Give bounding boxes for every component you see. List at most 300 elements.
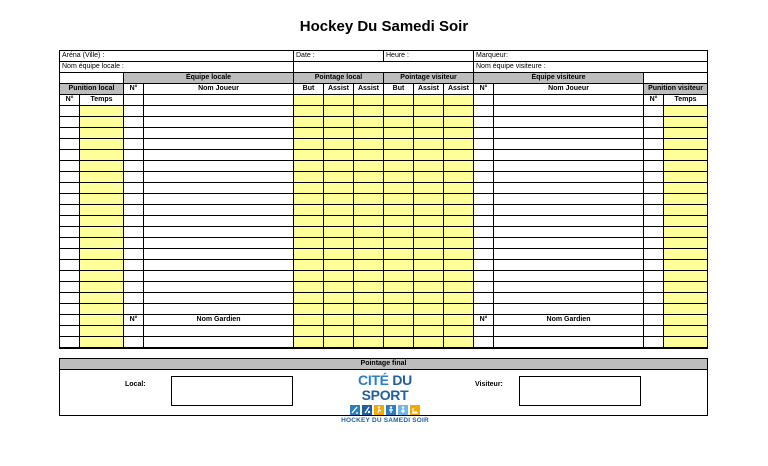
sheet-cell[interactable] bbox=[414, 172, 444, 182]
sheet-cell[interactable] bbox=[474, 238, 494, 248]
sheet-cell[interactable] bbox=[354, 216, 384, 226]
sheet-cell[interactable] bbox=[644, 150, 664, 160]
sheet-cell[interactable] bbox=[474, 293, 494, 303]
sheet-cell[interactable] bbox=[354, 337, 384, 347]
sheet-cell[interactable] bbox=[144, 271, 294, 281]
sheet-cell[interactable] bbox=[294, 249, 324, 259]
sheet-cell[interactable] bbox=[644, 194, 664, 204]
sheet-cell[interactable] bbox=[60, 139, 80, 149]
sheet-cell[interactable] bbox=[324, 205, 354, 215]
sheet-cell[interactable] bbox=[294, 117, 324, 127]
score-cell[interactable] bbox=[444, 95, 474, 105]
sheet-cell[interactable] bbox=[80, 183, 124, 193]
sheet-cell[interactable] bbox=[384, 260, 414, 270]
sheet-cell[interactable] bbox=[444, 337, 474, 347]
sheet-cell[interactable] bbox=[414, 205, 444, 215]
sheet-cell[interactable] bbox=[294, 161, 324, 171]
sheet-cell[interactable] bbox=[384, 304, 414, 314]
sheet-cell[interactable] bbox=[494, 172, 644, 182]
sheet-cell[interactable] bbox=[80, 128, 124, 138]
sheet-cell[interactable] bbox=[414, 293, 444, 303]
sheet-cell[interactable] bbox=[354, 249, 384, 259]
sheet-cell[interactable] bbox=[474, 106, 494, 116]
sheet-cell[interactable] bbox=[474, 282, 494, 292]
sheet-cell[interactable] bbox=[294, 326, 324, 336]
sheet-cell[interactable] bbox=[60, 216, 80, 226]
sheet-cell[interactable] bbox=[414, 315, 444, 325]
sheet-cell[interactable] bbox=[414, 249, 444, 259]
sheet-cell[interactable] bbox=[60, 260, 80, 270]
sheet-cell[interactable] bbox=[354, 293, 384, 303]
sheet-cell[interactable] bbox=[354, 315, 384, 325]
sheet-cell[interactable] bbox=[414, 161, 444, 171]
sheet-cell[interactable] bbox=[354, 326, 384, 336]
sheet-cell[interactable] bbox=[414, 304, 444, 314]
sheet-cell[interactable] bbox=[474, 128, 494, 138]
sheet-cell[interactable] bbox=[474, 117, 494, 127]
sheet-cell[interactable] bbox=[354, 271, 384, 281]
sheet-cell[interactable] bbox=[324, 172, 354, 182]
sheet-cell[interactable] bbox=[294, 150, 324, 160]
sheet-cell[interactable] bbox=[644, 249, 664, 259]
sheet-cell[interactable] bbox=[664, 161, 707, 171]
sheet-cell[interactable] bbox=[664, 304, 707, 314]
sheet-cell[interactable] bbox=[80, 282, 124, 292]
visitor-num-cell[interactable] bbox=[474, 95, 494, 105]
sheet-cell[interactable] bbox=[124, 293, 144, 303]
sheet-cell[interactable] bbox=[294, 139, 324, 149]
sheet-cell[interactable] bbox=[384, 194, 414, 204]
sheet-cell[interactable] bbox=[144, 194, 294, 204]
sheet-cell[interactable] bbox=[384, 293, 414, 303]
sheet-cell[interactable] bbox=[60, 194, 80, 204]
sheet-cell[interactable] bbox=[124, 194, 144, 204]
sheet-cell[interactable] bbox=[324, 304, 354, 314]
sheet-cell[interactable] bbox=[324, 260, 354, 270]
time-field[interactable]: Heure : bbox=[384, 51, 474, 61]
sheet-cell[interactable] bbox=[494, 293, 644, 303]
sheet-cell[interactable] bbox=[414, 150, 444, 160]
sheet-cell[interactable] bbox=[144, 128, 294, 138]
sheet-cell[interactable] bbox=[644, 139, 664, 149]
sheet-cell[interactable] bbox=[60, 161, 80, 171]
sheet-cell[interactable] bbox=[124, 183, 144, 193]
sheet-cell[interactable] bbox=[474, 249, 494, 259]
sheet-cell[interactable] bbox=[664, 106, 707, 116]
sheet-cell[interactable] bbox=[324, 249, 354, 259]
sheet-cell[interactable] bbox=[324, 150, 354, 160]
sheet-cell[interactable] bbox=[80, 172, 124, 182]
sheet-cell[interactable] bbox=[324, 227, 354, 237]
sheet-cell[interactable] bbox=[354, 106, 384, 116]
scorer-field[interactable]: Marqueur: bbox=[476, 52, 508, 59]
sheet-cell[interactable] bbox=[444, 260, 474, 270]
sheet-cell[interactable] bbox=[294, 293, 324, 303]
sheet-cell[interactable] bbox=[474, 326, 494, 336]
home-name-cell[interactable] bbox=[144, 95, 294, 105]
sheet-cell[interactable] bbox=[60, 205, 80, 215]
sheet-cell[interactable] bbox=[144, 249, 294, 259]
sheet-cell[interactable] bbox=[644, 282, 664, 292]
sheet-cell[interactable] bbox=[664, 293, 707, 303]
sheet-cell[interactable] bbox=[384, 326, 414, 336]
sheet-cell[interactable] bbox=[644, 315, 664, 325]
sheet-cell[interactable] bbox=[494, 106, 644, 116]
sheet-cell[interactable] bbox=[124, 282, 144, 292]
sheet-cell[interactable] bbox=[60, 337, 80, 347]
sheet-cell[interactable] bbox=[60, 293, 80, 303]
sheet-cell[interactable] bbox=[664, 315, 707, 325]
sheet-cell[interactable] bbox=[644, 293, 664, 303]
sheet-cell[interactable] bbox=[144, 304, 294, 314]
sheet-cell[interactable] bbox=[474, 271, 494, 281]
sheet-cell[interactable] bbox=[384, 282, 414, 292]
sheet-cell[interactable] bbox=[60, 315, 80, 325]
sheet-cell[interactable] bbox=[474, 205, 494, 215]
sheet-cell[interactable] bbox=[124, 227, 144, 237]
sheet-cell[interactable] bbox=[644, 183, 664, 193]
sheet-cell[interactable] bbox=[60, 172, 80, 182]
sheet-cell[interactable] bbox=[294, 238, 324, 248]
sheet-cell[interactable] bbox=[644, 117, 664, 127]
sheet-cell[interactable] bbox=[384, 139, 414, 149]
sheet-cell[interactable] bbox=[494, 249, 644, 259]
sheet-cell[interactable] bbox=[124, 260, 144, 270]
sheet-cell[interactable] bbox=[444, 183, 474, 193]
sheet-cell[interactable] bbox=[664, 216, 707, 226]
sheet-cell[interactable] bbox=[644, 106, 664, 116]
sheet-cell[interactable] bbox=[414, 194, 444, 204]
sheet-cell[interactable] bbox=[354, 117, 384, 127]
sheet-cell[interactable] bbox=[80, 337, 124, 347]
sheet-cell[interactable] bbox=[294, 304, 324, 314]
sheet-cell[interactable] bbox=[664, 337, 707, 347]
sheet-cell[interactable] bbox=[144, 172, 294, 182]
sheet-cell[interactable] bbox=[444, 326, 474, 336]
sheet-cell[interactable] bbox=[474, 161, 494, 171]
sheet-cell[interactable] bbox=[474, 150, 494, 160]
sheet-cell[interactable] bbox=[384, 238, 414, 248]
sheet-cell[interactable] bbox=[664, 128, 707, 138]
sheet-cell[interactable] bbox=[474, 337, 494, 347]
sheet-cell[interactable] bbox=[644, 238, 664, 248]
sheet-cell[interactable] bbox=[444, 315, 474, 325]
sheet-cell[interactable] bbox=[124, 249, 144, 259]
sheet-cell[interactable] bbox=[324, 139, 354, 149]
sheet-cell[interactable] bbox=[124, 337, 144, 347]
sheet-cell[interactable] bbox=[324, 106, 354, 116]
sheet-cell[interactable] bbox=[644, 172, 664, 182]
sheet-cell[interactable] bbox=[354, 238, 384, 248]
sheet-cell[interactable] bbox=[444, 249, 474, 259]
sheet-cell[interactable] bbox=[324, 326, 354, 336]
sheet-cell[interactable] bbox=[294, 260, 324, 270]
sheet-cell[interactable] bbox=[60, 227, 80, 237]
sheet-cell[interactable] bbox=[324, 282, 354, 292]
sheet-cell[interactable] bbox=[324, 117, 354, 127]
sheet-cell[interactable] bbox=[474, 216, 494, 226]
sheet-cell[interactable] bbox=[354, 304, 384, 314]
sheet-cell[interactable] bbox=[144, 161, 294, 171]
sheet-cell[interactable] bbox=[80, 117, 124, 127]
sheet-cell[interactable] bbox=[494, 150, 644, 160]
sheet-cell[interactable] bbox=[124, 304, 144, 314]
sheet-cell[interactable] bbox=[664, 271, 707, 281]
sheet-cell[interactable] bbox=[444, 205, 474, 215]
sheet-cell[interactable] bbox=[644, 271, 664, 281]
sheet-cell[interactable] bbox=[664, 249, 707, 259]
sheet-cell[interactable] bbox=[354, 282, 384, 292]
sheet-cell[interactable] bbox=[144, 150, 294, 160]
sheet-cell[interactable] bbox=[124, 172, 144, 182]
sheet-cell[interactable] bbox=[144, 227, 294, 237]
sheet-cell[interactable] bbox=[384, 183, 414, 193]
sheet-cell[interactable] bbox=[324, 161, 354, 171]
sheet-cell[interactable] bbox=[384, 315, 414, 325]
sheet-cell[interactable] bbox=[354, 128, 384, 138]
sheet-cell[interactable] bbox=[80, 249, 124, 259]
sheet-cell[interactable] bbox=[444, 238, 474, 248]
sheet-cell[interactable] bbox=[294, 183, 324, 193]
sheet-cell[interactable] bbox=[124, 271, 144, 281]
sheet-cell[interactable] bbox=[664, 117, 707, 127]
score-cell[interactable] bbox=[354, 95, 384, 105]
sheet-cell[interactable] bbox=[60, 117, 80, 127]
sheet-cell[interactable] bbox=[124, 128, 144, 138]
sheet-cell[interactable] bbox=[414, 128, 444, 138]
score-cell[interactable] bbox=[384, 95, 414, 105]
sheet-cell[interactable] bbox=[80, 216, 124, 226]
sheet-cell[interactable] bbox=[644, 326, 664, 336]
sheet-cell[interactable] bbox=[354, 139, 384, 149]
sheet-cell[interactable] bbox=[384, 117, 414, 127]
sheet-cell[interactable] bbox=[324, 194, 354, 204]
sheet-cell[interactable] bbox=[474, 139, 494, 149]
sheet-cell[interactable] bbox=[80, 150, 124, 160]
sheet-cell[interactable] bbox=[444, 194, 474, 204]
sheet-cell[interactable] bbox=[444, 227, 474, 237]
sheet-cell[interactable] bbox=[60, 238, 80, 248]
sheet-cell[interactable] bbox=[80, 161, 124, 171]
sheet-cell[interactable] bbox=[124, 238, 144, 248]
sheet-cell[interactable] bbox=[124, 150, 144, 160]
sheet-cell[interactable] bbox=[80, 205, 124, 215]
sheet-cell[interactable] bbox=[474, 183, 494, 193]
sheet-cell[interactable] bbox=[144, 293, 294, 303]
sheet-cell[interactable] bbox=[664, 205, 707, 215]
sheet-cell[interactable] bbox=[494, 216, 644, 226]
sheet-cell[interactable] bbox=[414, 260, 444, 270]
sheet-cell[interactable] bbox=[474, 227, 494, 237]
sheet-cell[interactable] bbox=[60, 304, 80, 314]
sheet-cell[interactable] bbox=[124, 216, 144, 226]
sheet-cell[interactable] bbox=[294, 315, 324, 325]
sheet-cell[interactable] bbox=[144, 117, 294, 127]
sheet-cell[interactable] bbox=[124, 205, 144, 215]
sheet-cell[interactable] bbox=[414, 183, 444, 193]
sheet-cell[interactable] bbox=[144, 260, 294, 270]
sheet-cell[interactable] bbox=[384, 205, 414, 215]
sheet-cell[interactable] bbox=[444, 106, 474, 116]
sheet-cell[interactable] bbox=[414, 271, 444, 281]
sheet-cell[interactable] bbox=[384, 271, 414, 281]
sheet-cell[interactable] bbox=[444, 293, 474, 303]
sheet-cell[interactable] bbox=[664, 150, 707, 160]
sheet-cell[interactable] bbox=[414, 227, 444, 237]
sheet-cell[interactable] bbox=[324, 315, 354, 325]
sheet-cell[interactable] bbox=[414, 337, 444, 347]
sheet-cell[interactable] bbox=[144, 238, 294, 248]
sheet-cell[interactable] bbox=[414, 282, 444, 292]
date-field[interactable]: Date : bbox=[294, 51, 384, 61]
sheet-cell[interactable] bbox=[444, 216, 474, 226]
sheet-cell[interactable] bbox=[80, 315, 124, 325]
sheet-cell[interactable] bbox=[494, 205, 644, 215]
sheet-cell[interactable] bbox=[384, 128, 414, 138]
visitor-name-cell[interactable] bbox=[494, 95, 644, 105]
sheet-cell[interactable] bbox=[144, 139, 294, 149]
sheet-cell[interactable] bbox=[384, 249, 414, 259]
sheet-cell[interactable] bbox=[384, 106, 414, 116]
sheet-cell[interactable] bbox=[60, 249, 80, 259]
sheet-cell[interactable] bbox=[294, 128, 324, 138]
sheet-cell[interactable] bbox=[494, 128, 644, 138]
sheet-cell[interactable] bbox=[384, 337, 414, 347]
sheet-cell[interactable] bbox=[664, 260, 707, 270]
sheet-cell[interactable] bbox=[494, 183, 644, 193]
score-cell[interactable] bbox=[414, 95, 444, 105]
sheet-cell[interactable] bbox=[294, 205, 324, 215]
score-cell[interactable] bbox=[324, 95, 354, 105]
sheet-cell[interactable] bbox=[324, 183, 354, 193]
sheet-cell[interactable] bbox=[494, 139, 644, 149]
sheet-cell[interactable] bbox=[444, 117, 474, 127]
sheet-cell[interactable] bbox=[664, 194, 707, 204]
sheet-cell[interactable] bbox=[294, 194, 324, 204]
sheet-cell[interactable] bbox=[294, 282, 324, 292]
sheet-cell[interactable] bbox=[384, 150, 414, 160]
sheet-cell[interactable] bbox=[384, 216, 414, 226]
sheet-cell[interactable] bbox=[124, 139, 144, 149]
sheet-cell[interactable] bbox=[444, 128, 474, 138]
sheet-cell[interactable] bbox=[644, 161, 664, 171]
sheet-cell[interactable] bbox=[664, 172, 707, 182]
sheet-cell[interactable] bbox=[144, 282, 294, 292]
sheet-cell[interactable] bbox=[294, 216, 324, 226]
sheet-cell[interactable] bbox=[324, 271, 354, 281]
sheet-cell[interactable] bbox=[294, 227, 324, 237]
sheet-cell[interactable] bbox=[60, 326, 80, 336]
sheet-cell[interactable] bbox=[354, 260, 384, 270]
sheet-cell[interactable] bbox=[60, 128, 80, 138]
sheet-cell[interactable] bbox=[644, 205, 664, 215]
sheet-cell[interactable] bbox=[384, 161, 414, 171]
sheet-cell[interactable] bbox=[474, 172, 494, 182]
sheet-cell[interactable] bbox=[664, 183, 707, 193]
sheet-cell[interactable] bbox=[494, 337, 644, 347]
home-team-name-field[interactable]: Nom équipe locale : bbox=[60, 62, 294, 72]
sheet-cell[interactable] bbox=[444, 172, 474, 182]
sheet-cell[interactable] bbox=[354, 194, 384, 204]
sheet-cell[interactable] bbox=[474, 260, 494, 270]
sheet-cell[interactable] bbox=[324, 216, 354, 226]
sheet-cell[interactable] bbox=[414, 139, 444, 149]
sheet-cell[interactable] bbox=[324, 238, 354, 248]
sheet-cell[interactable] bbox=[294, 271, 324, 281]
sheet-cell[interactable] bbox=[384, 227, 414, 237]
arena-field[interactable]: Aréna (Ville) : bbox=[60, 51, 294, 61]
sheet-cell[interactable] bbox=[124, 326, 144, 336]
sheet-cell[interactable] bbox=[444, 271, 474, 281]
sheet-cell[interactable] bbox=[60, 271, 80, 281]
sheet-cell[interactable] bbox=[60, 150, 80, 160]
sheet-cell[interactable] bbox=[414, 106, 444, 116]
sheet-cell[interactable] bbox=[494, 304, 644, 314]
sheet-cell[interactable] bbox=[414, 326, 444, 336]
sheet-cell[interactable] bbox=[60, 183, 80, 193]
sheet-cell[interactable] bbox=[354, 161, 384, 171]
sheet-cell[interactable] bbox=[474, 194, 494, 204]
sheet-cell[interactable] bbox=[144, 106, 294, 116]
home-num-cell[interactable] bbox=[124, 95, 144, 105]
sheet-cell[interactable] bbox=[124, 117, 144, 127]
sheet-cell[interactable] bbox=[494, 260, 644, 270]
sheet-cell[interactable] bbox=[80, 227, 124, 237]
sheet-cell[interactable] bbox=[124, 161, 144, 171]
sheet-cell[interactable] bbox=[494, 282, 644, 292]
sheet-cell[interactable] bbox=[444, 150, 474, 160]
sheet-cell[interactable] bbox=[414, 238, 444, 248]
sheet-cell[interactable] bbox=[80, 260, 124, 270]
sheet-cell[interactable] bbox=[414, 117, 444, 127]
sheet-cell[interactable] bbox=[294, 172, 324, 182]
sheet-cell[interactable] bbox=[444, 304, 474, 314]
sheet-cell[interactable] bbox=[444, 282, 474, 292]
sheet-cell[interactable] bbox=[494, 238, 644, 248]
sheet-cell[interactable] bbox=[324, 293, 354, 303]
sheet-cell[interactable] bbox=[354, 183, 384, 193]
sheet-cell[interactable] bbox=[354, 150, 384, 160]
sheet-cell[interactable] bbox=[644, 227, 664, 237]
sheet-cell[interactable] bbox=[494, 271, 644, 281]
sheet-cell[interactable] bbox=[444, 161, 474, 171]
sheet-cell[interactable] bbox=[354, 227, 384, 237]
sheet-cell[interactable] bbox=[80, 106, 124, 116]
sheet-cell[interactable] bbox=[60, 282, 80, 292]
score-cell[interactable] bbox=[294, 95, 324, 105]
sheet-cell[interactable] bbox=[644, 128, 664, 138]
local-score-box[interactable] bbox=[171, 376, 293, 406]
sheet-cell[interactable] bbox=[664, 227, 707, 237]
sheet-cell[interactable] bbox=[474, 304, 494, 314]
sheet-cell[interactable] bbox=[80, 238, 124, 248]
sheet-cell[interactable] bbox=[414, 216, 444, 226]
sheet-cell[interactable] bbox=[664, 238, 707, 248]
sheet-cell[interactable] bbox=[644, 216, 664, 226]
sheet-cell[interactable] bbox=[294, 337, 324, 347]
sheet-cell[interactable] bbox=[354, 205, 384, 215]
sheet-cell[interactable] bbox=[144, 326, 294, 336]
sheet-cell[interactable] bbox=[384, 172, 414, 182]
sheet-cell[interactable] bbox=[80, 326, 124, 336]
sheet-cell[interactable] bbox=[80, 271, 124, 281]
sheet-cell[interactable] bbox=[494, 117, 644, 127]
sheet-cell[interactable] bbox=[494, 194, 644, 204]
sheet-cell[interactable] bbox=[294, 106, 324, 116]
sheet-cell[interactable] bbox=[324, 128, 354, 138]
sheet-cell[interactable] bbox=[144, 205, 294, 215]
sheet-cell[interactable] bbox=[144, 183, 294, 193]
